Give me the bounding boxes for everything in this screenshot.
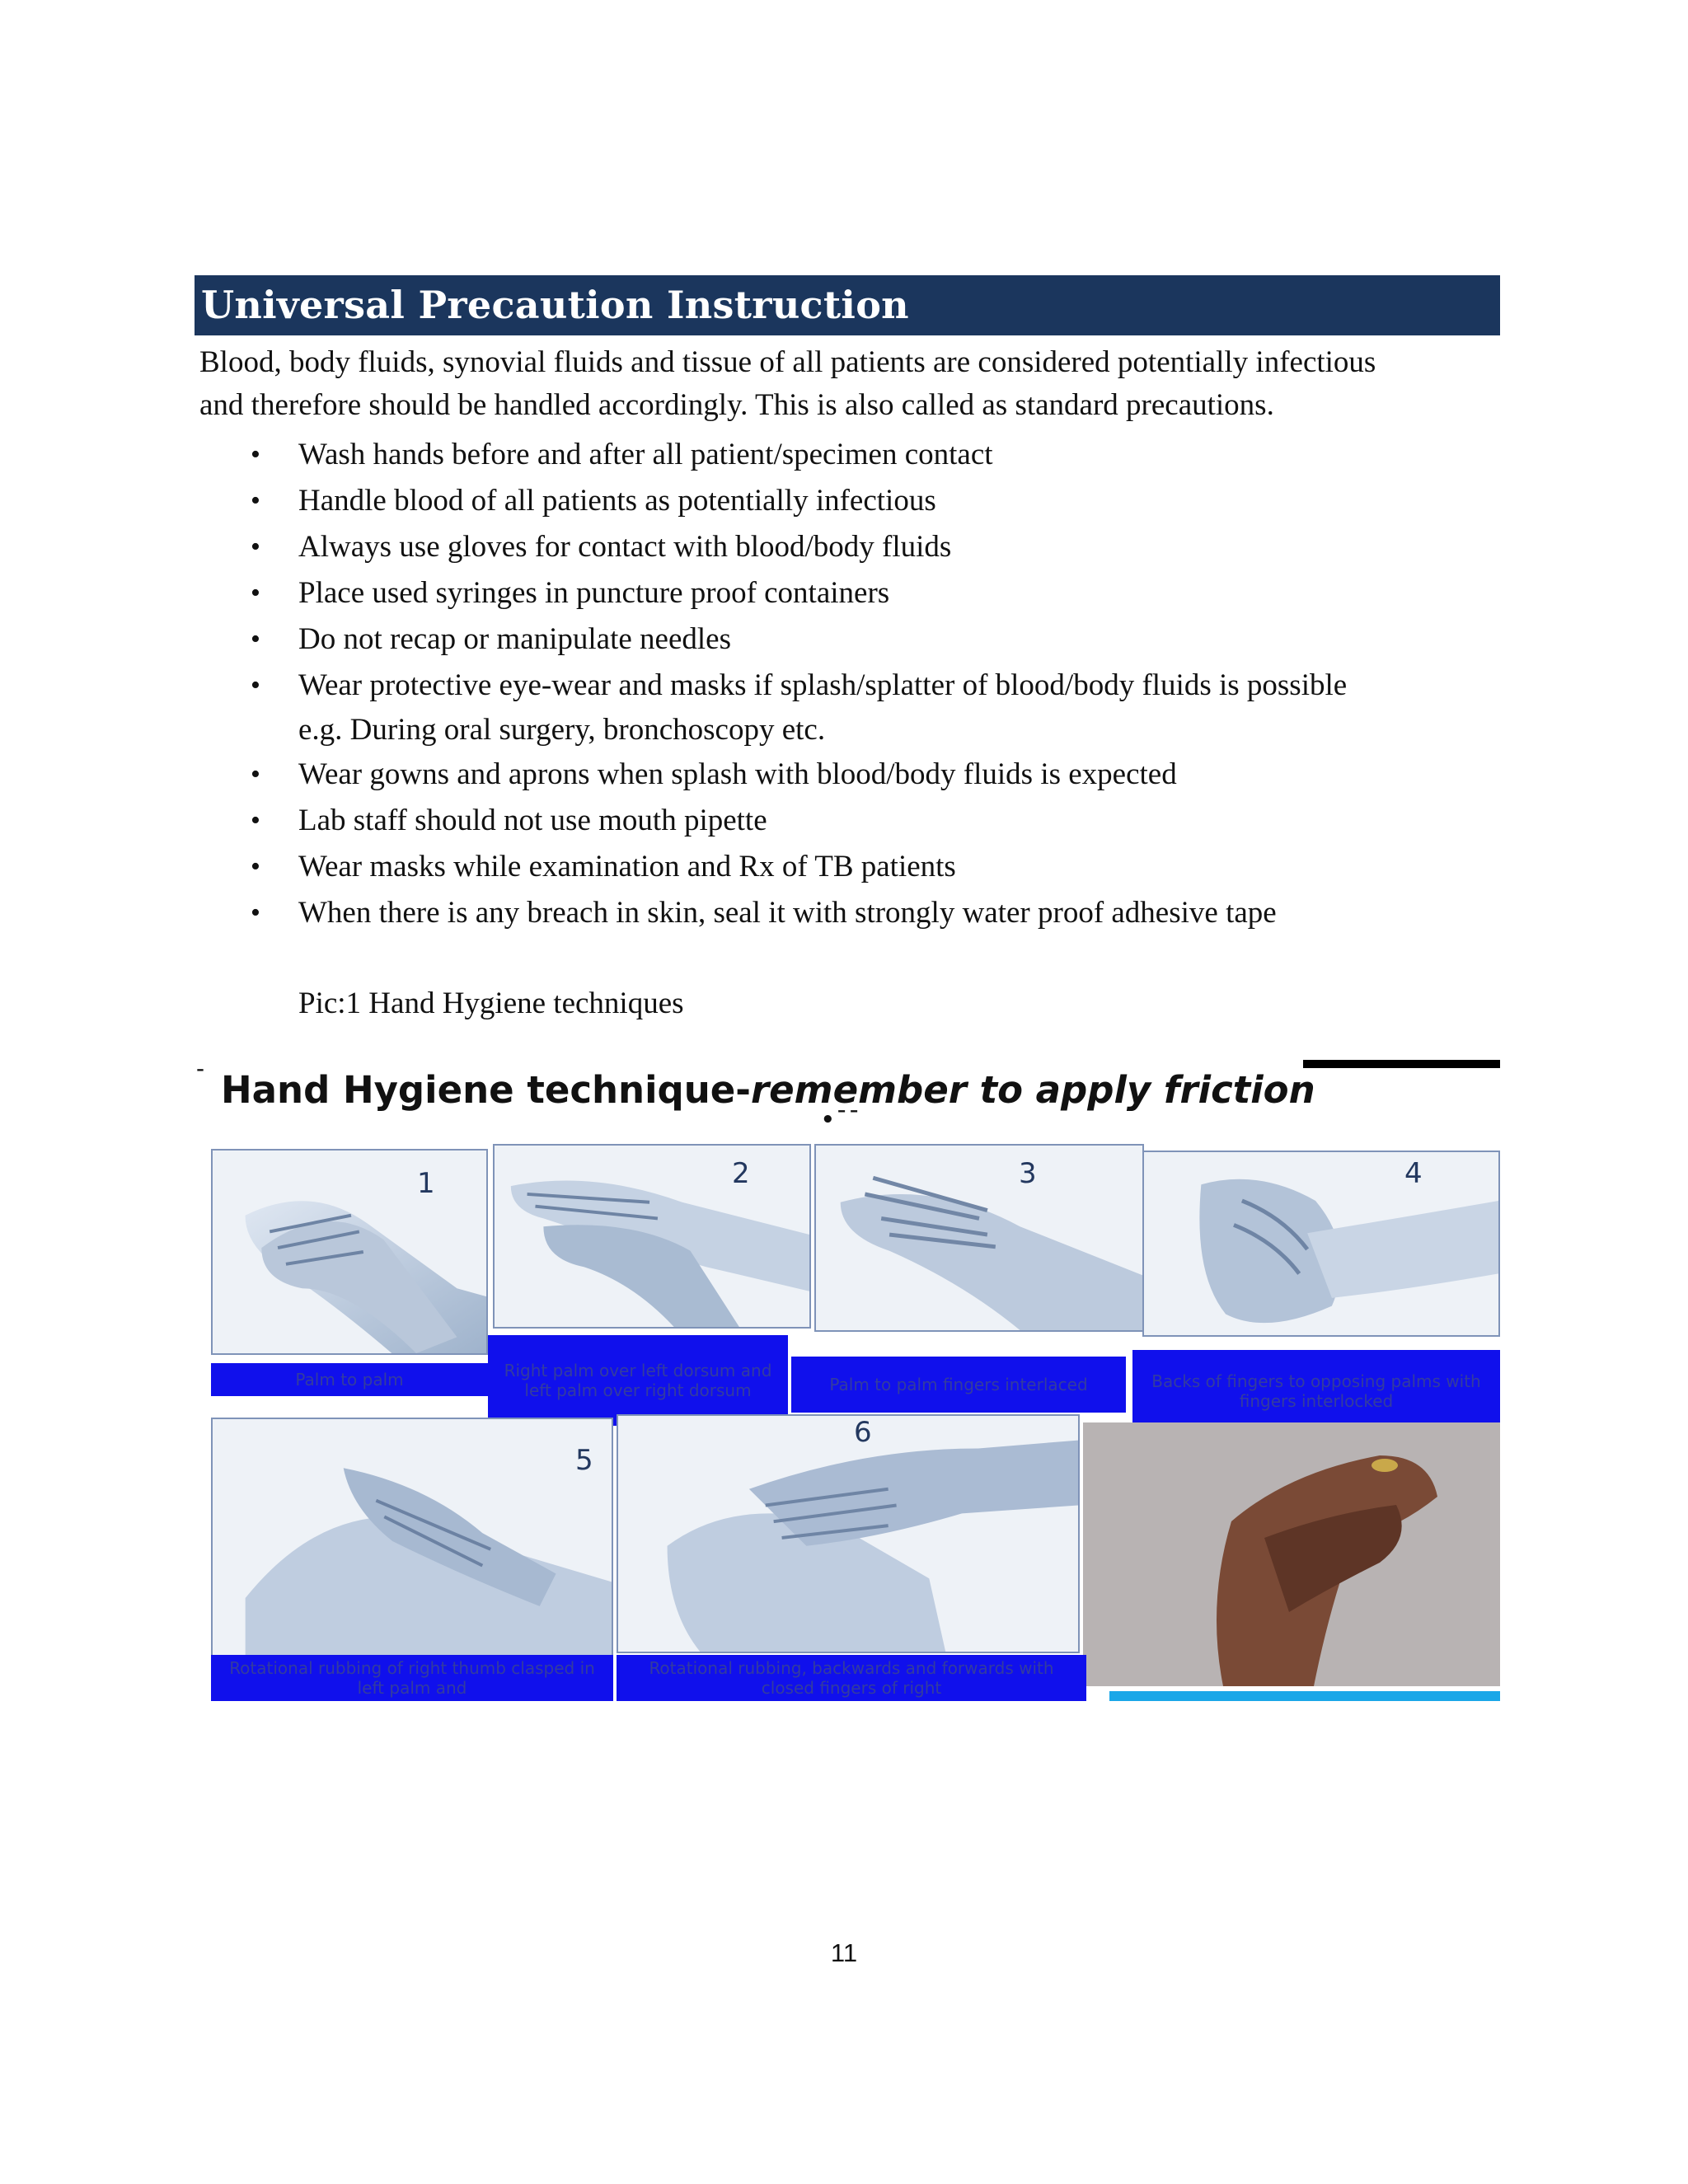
wrist-rubbing-photo: [1083, 1422, 1500, 1686]
figure-bottom-strip: [1109, 1691, 1500, 1701]
step-2-caption: Right palm over left dorsum and left palm over right dorsum: [488, 1335, 788, 1426]
wrist-rubbing-icon: [1083, 1422, 1500, 1686]
list-item: • Lab staff should not use mouth pipette: [199, 798, 1510, 844]
list-item: • Wear masks while examination and Rx of TB patients: [199, 844, 1510, 890]
step-4-caption: Backs of fingers to opposing palms with fingers interlocked: [1132, 1350, 1500, 1432]
figure-mark: •¯¯: [821, 1108, 861, 1132]
list-item: • Handle blood of all patients as potentially infectious: [199, 478, 1510, 524]
list-item: • Wash hands before and after all patient/specimen contact: [199, 432, 1510, 478]
hands-palm-over-dorsum-icon: [495, 1146, 809, 1327]
page-number: 11: [830, 1938, 858, 1967]
step-6-number: 6: [854, 1416, 872, 1449]
list-item: • When there is any breach in skin, seal it with strongly water proof adhesive tape: [199, 890, 1510, 936]
hand-hygiene-figure: [195, 1053, 1500, 1713]
intro-line-1: Blood, body fluids, synovial fluids and tissue of all patients are considered potentially infectious: [199, 345, 1376, 379]
step-4-image: [1142, 1151, 1500, 1337]
step-6-image: [617, 1414, 1080, 1653]
step-2-number: 2: [732, 1157, 750, 1190]
list-item: • Wear gowns and aprons when splash with blood/body fluids is expected: [199, 752, 1510, 798]
step-1-number: 1: [417, 1167, 435, 1200]
list-item: • Do not recap or manipulate needles: [199, 616, 1510, 663]
hands-fingers-interlaced-icon: [816, 1146, 1142, 1330]
step-1-caption: Palm to palm: [211, 1363, 488, 1396]
step-5-number: 5: [575, 1444, 593, 1477]
list-item: • Always use gloves for contact with blood/body fluids: [199, 524, 1510, 570]
step-6-caption: Rotational rubbing, backwards and forwards with closed fingers of right: [617, 1655, 1086, 1701]
step-5-caption: Rotational rubbing of right thumb clasped in left palm and: [211, 1655, 613, 1701]
intro-line-2: and therefore should be handled accordingly. This is also called as standard precautions.: [199, 388, 1274, 422]
hands-thumb-rubbing-icon: [213, 1419, 612, 1661]
picture-caption: Pic:1 Hand Hygiene techniques: [298, 987, 684, 1020]
step-3-image: [814, 1144, 1144, 1332]
section-title: Universal Precaution Instruction: [195, 275, 1500, 335]
step-2-image: [493, 1144, 811, 1329]
hands-fingers-interlocked-icon: [1144, 1152, 1498, 1335]
step-5-image: [211, 1418, 613, 1663]
precaution-list: [199, 432, 1510, 936]
hands-palm-to-palm-icon: [213, 1151, 486, 1353]
intro-paragraph: [199, 341, 1512, 427]
figure-title: Hand Hygiene technique-remember to apply friction: [221, 1068, 1315, 1112]
step-3-number: 3: [1019, 1157, 1037, 1190]
figure-dash: -: [196, 1055, 204, 1082]
figure-top-bar: [1303, 1060, 1500, 1068]
list-item-continuation: e.g. During oral surgery, bronchoscopy etc.: [298, 713, 826, 747]
step-3-caption: Palm to palm fingers interlaced: [791, 1357, 1126, 1413]
step-1-image: [211, 1149, 488, 1355]
step-4-number: 4: [1404, 1157, 1423, 1190]
hands-fingertips-in-palm-icon: [618, 1416, 1078, 1652]
list-item: • Place used syringes in puncture proof containers: [199, 570, 1510, 616]
list-item: • Wear protective eye-wear and masks if splash/splatter of blood/body fluids is possible e.g. During oral surgery, bronchoscopy etc.: [199, 663, 1510, 752]
